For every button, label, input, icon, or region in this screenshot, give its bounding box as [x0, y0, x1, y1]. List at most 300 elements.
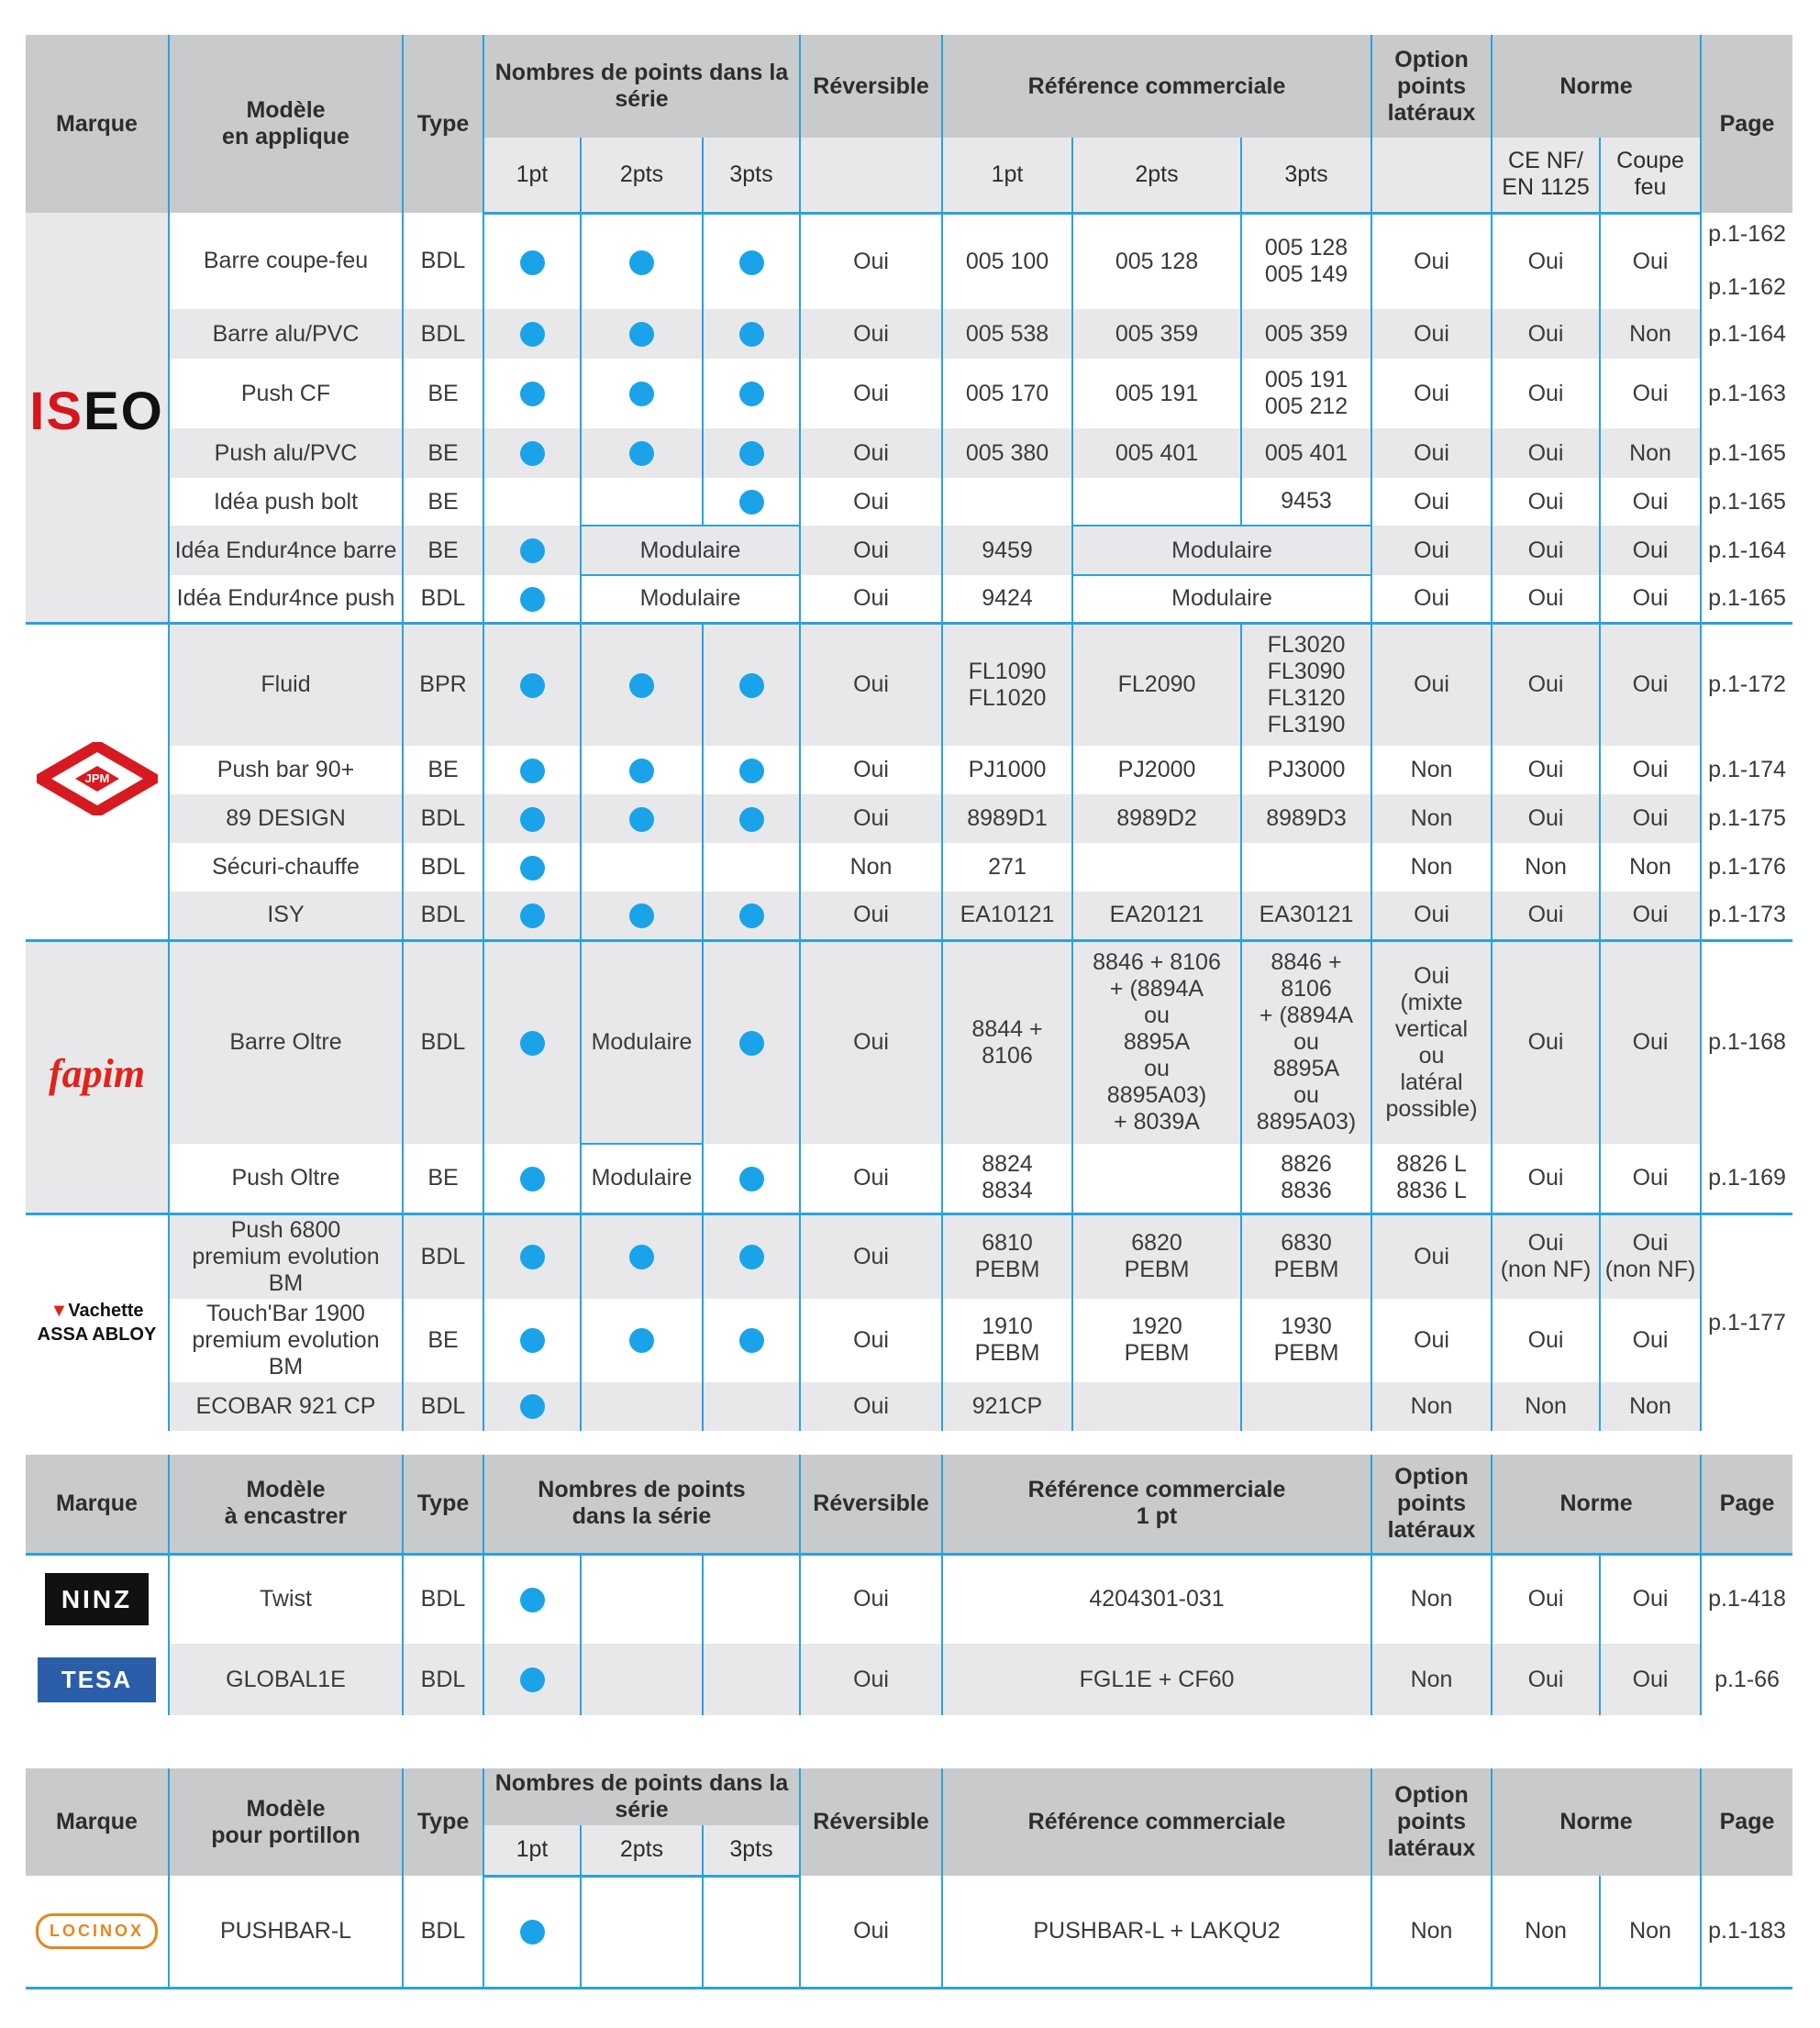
sub-coupe-feu: Coupe feu	[1600, 138, 1701, 213]
ref-3pts: 005 359	[1241, 309, 1371, 359]
type: BDL	[403, 940, 483, 1144]
option: Non	[1371, 1644, 1492, 1715]
page-ref: p.1-168	[1701, 940, 1792, 1144]
table-encastrer	[26, 1455, 1792, 1715]
norme-ce: Oui	[1492, 428, 1600, 478]
dot-icon	[739, 322, 764, 347]
ref-3pts: 1930 PEBM	[1241, 1299, 1371, 1382]
option: Non	[1371, 1554, 1492, 1644]
ref-1pt: 921CP	[942, 1382, 1072, 1431]
table-row	[26, 575, 1792, 623]
option: Oui	[1371, 478, 1492, 526]
type: BE	[403, 428, 483, 478]
col-page: Page	[1701, 1455, 1792, 1554]
norme-ce: Oui (non NF)	[1492, 1213, 1600, 1299]
ref-2pts: 005 401	[1072, 428, 1241, 478]
col-nb-points: Nombres de points dans la série	[483, 1768, 800, 1825]
reversible: Oui	[800, 940, 942, 1144]
ref-3pts: 8846 + 8106 + (8894A ou 8895A ou 8895A03)	[1241, 940, 1371, 1144]
ref-2pts: 8989D2	[1072, 794, 1241, 843]
modele: Push 6800 premium evolution BM	[169, 1213, 403, 1299]
ref-2pts	[1072, 843, 1241, 892]
type: BDL	[403, 1213, 483, 1299]
ref-2pts	[1072, 478, 1241, 526]
option: Oui	[1371, 623, 1492, 746]
modele: ECOBAR 921 CP	[169, 1382, 403, 1431]
ref-2pts: 6820 PEBM	[1072, 1213, 1241, 1299]
col-option: Option points latéraux	[1371, 1768, 1492, 1876]
page-ref: p.1-162 p.1-162	[1701, 213, 1792, 309]
col-type: Type	[403, 1455, 483, 1554]
modele: Push CF	[169, 359, 403, 428]
norme-ce: Oui	[1492, 746, 1600, 794]
type: BE	[403, 1144, 483, 1213]
dot-icon	[520, 856, 545, 881]
dot-icon	[629, 1245, 654, 1269]
coupe-feu: Oui	[1600, 1554, 1701, 1644]
ref-1pt: 4204301-031	[942, 1554, 1371, 1644]
coupe-feu: Oui (non NF)	[1600, 1213, 1701, 1299]
col-marque: Marque	[26, 1455, 169, 1554]
dot-icon	[520, 1167, 545, 1191]
dot-icon	[629, 903, 654, 928]
norme-ce: Oui	[1492, 1144, 1600, 1213]
dot-icon	[520, 441, 545, 466]
sub-empty	[1371, 138, 1492, 213]
dot-icon	[739, 1328, 764, 1353]
dot-icon	[520, 1920, 545, 1945]
modulaire-ref: Modulaire	[1072, 526, 1371, 575]
locinox-logo: LOCINOX	[36, 1913, 158, 1949]
col-page: Page	[1701, 1768, 1792, 1876]
page-ref: p.1-169	[1701, 1144, 1792, 1213]
modulaire-points: Modulaire	[581, 940, 703, 1144]
brand-iseo	[26, 213, 169, 623]
type: BDL	[403, 892, 483, 940]
type: BDL	[403, 843, 483, 892]
ref-3pts: 8826 8836	[1241, 1144, 1371, 1213]
option: Non	[1371, 794, 1492, 843]
table-row	[26, 1876, 1792, 1988]
option: Oui	[1371, 428, 1492, 478]
col-marque: Marque	[26, 1768, 169, 1876]
page-ref: p.1-177	[1701, 1213, 1792, 1431]
norme-ce: Oui	[1492, 359, 1600, 428]
brand-vachette	[26, 1213, 169, 1431]
page-ref: p.1-163	[1701, 359, 1792, 428]
norme-ce: Oui	[1492, 213, 1600, 309]
type: BDL	[403, 1554, 483, 1644]
modele: Idéa push bolt	[169, 478, 403, 526]
sub-ref-1pt: 1pt	[942, 138, 1072, 213]
option: Non	[1371, 746, 1492, 794]
ref-1pt: FGL1E + CF60	[942, 1644, 1371, 1715]
dot-icon	[520, 1245, 545, 1269]
page-ref: p.1-173	[1701, 892, 1792, 940]
sub-ref-2pts: 2pts	[1072, 138, 1241, 213]
coupe-feu: Non	[1600, 428, 1701, 478]
ref-2pts: PJ2000	[1072, 746, 1241, 794]
norme-ce: Oui	[1492, 478, 1600, 526]
modele: 89 DESIGN	[169, 794, 403, 843]
page-ref: p.1-165	[1701, 575, 1792, 623]
sub-ce: CE NF/ EN 1125	[1492, 138, 1600, 213]
sub-ref-3pts: 3pts	[1241, 138, 1371, 213]
type: BDL	[403, 794, 483, 843]
norme-ce: Oui	[1492, 892, 1600, 940]
ref-1pt: 6810 PEBM	[942, 1213, 1072, 1299]
norme-ce: Oui	[1492, 575, 1600, 623]
page-ref: p.1-183	[1701, 1876, 1792, 1988]
ref-2pts: 005 191	[1072, 359, 1241, 428]
table-row	[26, 1299, 1792, 1382]
table-row	[26, 892, 1792, 940]
page-ref: p.1-418	[1708, 1586, 1786, 1612]
ref-3pts: FL3020 FL3090 FL3120 FL3190	[1241, 623, 1371, 746]
ref-1pt: 9459	[942, 526, 1072, 575]
coupe-feu: Oui	[1600, 478, 1701, 526]
norme-ce: Oui	[1492, 526, 1600, 575]
dot-icon	[629, 759, 654, 783]
col-nb-points: Nombres de points dans la série	[483, 1455, 800, 1554]
modele: Sécuri-chauffe	[169, 843, 403, 892]
norme-ce: Oui	[1492, 794, 1600, 843]
type: BDL	[403, 1644, 483, 1715]
ref-1pt: PJ1000	[942, 746, 1072, 794]
col-modele: Modèle en applique	[169, 35, 403, 213]
col-norme: Norme	[1492, 35, 1701, 138]
norme-ce: Non	[1492, 843, 1600, 892]
ref-2pts: 005 128	[1072, 213, 1241, 309]
modele: Push Oltre	[169, 1144, 403, 1213]
reversible: Oui	[800, 309, 942, 359]
brand-ninz	[26, 1554, 169, 1644]
tesa-logo: TESA	[38, 1657, 156, 1702]
col-ref: Référence commerciale	[942, 1768, 1371, 1876]
ref-2pts: EA20121	[1072, 892, 1241, 940]
dot-icon	[520, 673, 545, 698]
coupe-feu: Oui	[1600, 526, 1701, 575]
dot-icon	[629, 673, 654, 698]
ref-1pt	[942, 478, 1072, 526]
coupe-feu: Oui	[1600, 746, 1701, 794]
type: BDL	[403, 1382, 483, 1431]
table-row	[26, 746, 1792, 794]
dot-icon	[739, 759, 764, 783]
modele: Barre Oltre	[169, 940, 403, 1144]
dot-icon	[629, 322, 654, 347]
reversible: Oui	[800, 478, 942, 526]
type: BDL	[403, 309, 483, 359]
ref-3pts: 005 401	[1241, 428, 1371, 478]
coupe-feu: Oui	[1600, 1644, 1701, 1715]
coupe-feu: Non	[1600, 1382, 1701, 1431]
table-row	[26, 1644, 1792, 1715]
dot-icon	[520, 1588, 545, 1612]
table-row	[26, 940, 1792, 1144]
ref-1pt: 271	[942, 843, 1072, 892]
ref-1pt: 8824 8834	[942, 1144, 1072, 1213]
ref-1pt: 1910 PEBM	[942, 1299, 1072, 1382]
col-ref: Référence commerciale	[942, 35, 1371, 138]
option: Non	[1371, 1876, 1492, 1988]
dot-icon	[629, 382, 654, 406]
sub-3pts: 3pts	[703, 1825, 800, 1876]
dot-icon	[520, 250, 545, 275]
norme-ce: Oui	[1492, 309, 1600, 359]
page-ref: p.1-165	[1701, 478, 1792, 526]
table-row	[26, 623, 1792, 746]
sub-1pt: 1pt	[483, 138, 581, 213]
col-reversible: Réversible	[800, 35, 942, 138]
dot-icon	[629, 807, 654, 832]
ref-2pts	[1072, 1144, 1241, 1213]
coupe-feu: Oui	[1600, 794, 1701, 843]
col-option: Option points latéraux	[1371, 35, 1492, 138]
modele: Barre alu/PVC	[169, 309, 403, 359]
dot-icon	[629, 1328, 654, 1353]
coupe-feu: Non	[1600, 1876, 1701, 1988]
ref-1pt: PUSHBAR-L + LAKQU2	[942, 1876, 1371, 1988]
dot-icon	[520, 322, 545, 347]
table-row	[26, 843, 1792, 892]
col-marque: Marque	[26, 35, 169, 213]
dot-icon	[739, 673, 764, 698]
col-reversible: Réversible	[800, 1768, 942, 1876]
page-ref: p.1-66	[1701, 1644, 1792, 1715]
modele: Push bar 90+	[169, 746, 403, 794]
page-ref: p.1-172	[1701, 623, 1792, 746]
option: 8826 L 8836 L	[1371, 1144, 1492, 1213]
ref-1pt: 8844 + 8106	[942, 940, 1072, 1144]
jpm-logo	[37, 742, 158, 815]
col-type: Type	[403, 35, 483, 213]
sub-2pts: 2pts	[581, 138, 703, 213]
coupe-feu: Oui	[1600, 359, 1701, 428]
dot-icon	[520, 1394, 545, 1419]
ref-3pts: 9453	[1241, 478, 1371, 526]
dot-icon	[739, 807, 764, 832]
ref-1pt: 005 170	[942, 359, 1072, 428]
coupe-feu: Oui	[1600, 575, 1701, 623]
type: BDL	[403, 575, 483, 623]
ref-3pts: 6830 PEBM	[1241, 1213, 1371, 1299]
ref-3pts: EA30121	[1241, 892, 1371, 940]
type: BE	[403, 478, 483, 526]
option: Oui	[1371, 1299, 1492, 1382]
sub-2pts: 2pts	[581, 1825, 703, 1876]
dot-icon	[520, 1328, 545, 1353]
reversible: Oui	[800, 213, 942, 309]
norme-ce: Oui	[1492, 1644, 1600, 1715]
modele: Idéa Endur4nce barre	[169, 526, 403, 575]
brand-fapim	[26, 940, 169, 1213]
table-portillon	[26, 1768, 1792, 1989]
table-row	[26, 1382, 1792, 1431]
page-ref: p.1-164	[1701, 309, 1792, 359]
ref-3pts: 005 191 005 212	[1241, 359, 1371, 428]
coupe-feu: Oui	[1600, 892, 1701, 940]
reversible: Oui	[800, 1554, 942, 1644]
norme-ce: Non	[1492, 1382, 1600, 1431]
table-row	[26, 1213, 1792, 1299]
ref-2pts: 1920 PEBM	[1072, 1299, 1241, 1382]
option: Non	[1371, 1382, 1492, 1431]
table-applique	[26, 35, 1792, 1431]
table-row	[26, 1554, 1792, 1644]
ref-3pts	[1241, 1382, 1371, 1431]
table-row	[26, 794, 1792, 843]
reversible: Non	[800, 843, 942, 892]
norme-ce: Non	[1492, 1876, 1600, 1988]
ref-1pt: 005 100	[942, 213, 1072, 309]
coupe-feu: Oui	[1600, 213, 1701, 309]
svg-text:JPM: JPM	[84, 770, 109, 785]
ref-1pt: FL1090 FL1020	[942, 623, 1072, 746]
dot-icon	[739, 1245, 764, 1269]
reversible: Oui	[800, 1876, 942, 1988]
dot-icon	[739, 490, 764, 515]
norme-ce: Oui	[1492, 1554, 1600, 1644]
table-row	[26, 359, 1792, 428]
dot-icon	[520, 538, 545, 563]
reversible: Oui	[800, 575, 942, 623]
option: Oui	[1371, 359, 1492, 428]
dot-icon	[520, 1668, 545, 1692]
ref-3pts: 8989D3	[1241, 794, 1371, 843]
modele: PUSHBAR-L	[169, 1876, 403, 1988]
page-ref: p.1-164	[1701, 526, 1792, 575]
table-row	[26, 1144, 1792, 1213]
ref-1pt: 8989D1	[942, 794, 1072, 843]
ref-3pts: PJ3000	[1241, 746, 1371, 794]
dot-icon	[739, 382, 764, 406]
col-modele: Modèle à encastrer	[169, 1455, 403, 1554]
modulaire-points: Modulaire	[581, 1144, 703, 1213]
vachette-v-icon: ▼	[50, 1301, 69, 1321]
table-row	[26, 526, 1792, 575]
dot-icon	[520, 587, 545, 612]
page-ref: p.1-176	[1701, 843, 1792, 892]
col-modele: Modèle pour portillon	[169, 1768, 403, 1876]
dot-icon	[520, 759, 545, 783]
reversible: Oui	[800, 1299, 942, 1382]
type: BE	[403, 526, 483, 575]
ref-3pts: 005 128 005 149	[1241, 213, 1371, 309]
reversible: Oui	[800, 526, 942, 575]
option: Oui	[1371, 1213, 1492, 1299]
coupe-feu: Oui	[1600, 623, 1701, 746]
ref-2pts: 005 359	[1072, 309, 1241, 359]
iseo-logo: ISEO	[29, 382, 164, 442]
ref-1pt: EA10121	[942, 892, 1072, 940]
reversible: Oui	[800, 1213, 942, 1299]
norme-ce: Oui	[1492, 940, 1600, 1144]
option: Oui	[1371, 526, 1492, 575]
dot-icon	[739, 441, 764, 466]
col-norme: Norme	[1492, 1768, 1701, 1876]
norme-ce: Oui	[1492, 1299, 1600, 1382]
page-ref: p.1-165	[1701, 428, 1792, 478]
coupe-feu: Oui	[1600, 1144, 1701, 1213]
col-option: Option points latéraux	[1371, 1455, 1492, 1554]
coupe-feu: Non	[1600, 843, 1701, 892]
dot-icon	[739, 250, 764, 275]
modele: ISY	[169, 892, 403, 940]
option: Oui	[1371, 213, 1492, 309]
type: BE	[403, 746, 483, 794]
col-type: Type	[403, 1768, 483, 1876]
table-row	[26, 309, 1792, 359]
table-row	[26, 428, 1792, 478]
col-ref: Référence commerciale 1 pt	[942, 1455, 1371, 1554]
reversible: Oui	[800, 428, 942, 478]
dot-icon	[520, 903, 545, 928]
modele: GLOBAL1E	[169, 1644, 403, 1715]
col-norme: Norme	[1492, 1455, 1701, 1554]
col-page: Page	[1701, 35, 1792, 213]
modele: Touch'Bar 1900 premium evolution BM	[169, 1299, 403, 1382]
modele: Fluid	[169, 623, 403, 746]
page-ref: p.1-175	[1701, 794, 1792, 843]
table-row	[26, 478, 1792, 526]
dot-icon	[629, 250, 654, 275]
ref-2pts	[1072, 1382, 1241, 1431]
sub-1pt: 1pt	[483, 1825, 581, 1876]
modele: Barre coupe-feu	[169, 213, 403, 309]
vachette-logo: ▼Vachette ASSA ABLOY	[37, 1301, 157, 1345]
sub-3pts: 3pts	[703, 138, 800, 213]
fapim-logo: fapim	[48, 1051, 146, 1096]
ref-1pt: 9424	[942, 575, 1072, 623]
dot-icon	[520, 382, 545, 406]
type: BE	[403, 1299, 483, 1382]
option: Oui (mixte vertical ou latéral possible)	[1371, 940, 1492, 1144]
ref-2pts: 8846 + 8106 + (8894A ou 8895A ou 8895A03) + 8039A	[1072, 940, 1241, 1144]
modulaire-points: Modulaire	[581, 526, 800, 575]
reversible: Oui	[800, 794, 942, 843]
modele: Idéa Endur4nce push	[169, 575, 403, 623]
norme-ce: Oui	[1492, 623, 1600, 746]
reversible: Oui	[800, 1144, 942, 1213]
option: Oui	[1371, 309, 1492, 359]
option: Oui	[1371, 892, 1492, 940]
page-ref: p.1-174	[1701, 746, 1792, 794]
dot-icon	[739, 903, 764, 928]
brand-jpm	[26, 623, 169, 940]
type: BDL	[403, 213, 483, 309]
ref-1pt: 005 380	[942, 428, 1072, 478]
type: BDL	[403, 1876, 483, 1988]
option: Oui	[1371, 575, 1492, 623]
coupe-feu: Non	[1600, 309, 1701, 359]
modulaire-ref: Modulaire	[1072, 575, 1371, 623]
ref-3pts	[1241, 843, 1371, 892]
reversible: Oui	[800, 1644, 942, 1715]
dot-icon	[739, 1167, 764, 1191]
dot-icon	[739, 1031, 764, 1056]
ref-1pt: 005 538	[942, 309, 1072, 359]
col-nb-points: Nombres de points dans la série	[483, 35, 800, 138]
reversible: Oui	[800, 359, 942, 428]
modele: Push alu/PVC	[169, 428, 403, 478]
ninz-logo: NINZ	[45, 1573, 149, 1625]
reversible: Oui	[800, 892, 942, 940]
reversible: Oui	[800, 623, 942, 746]
brand-tesa	[26, 1644, 169, 1715]
reversible: Oui	[800, 746, 942, 794]
sub-empty	[800, 138, 942, 213]
